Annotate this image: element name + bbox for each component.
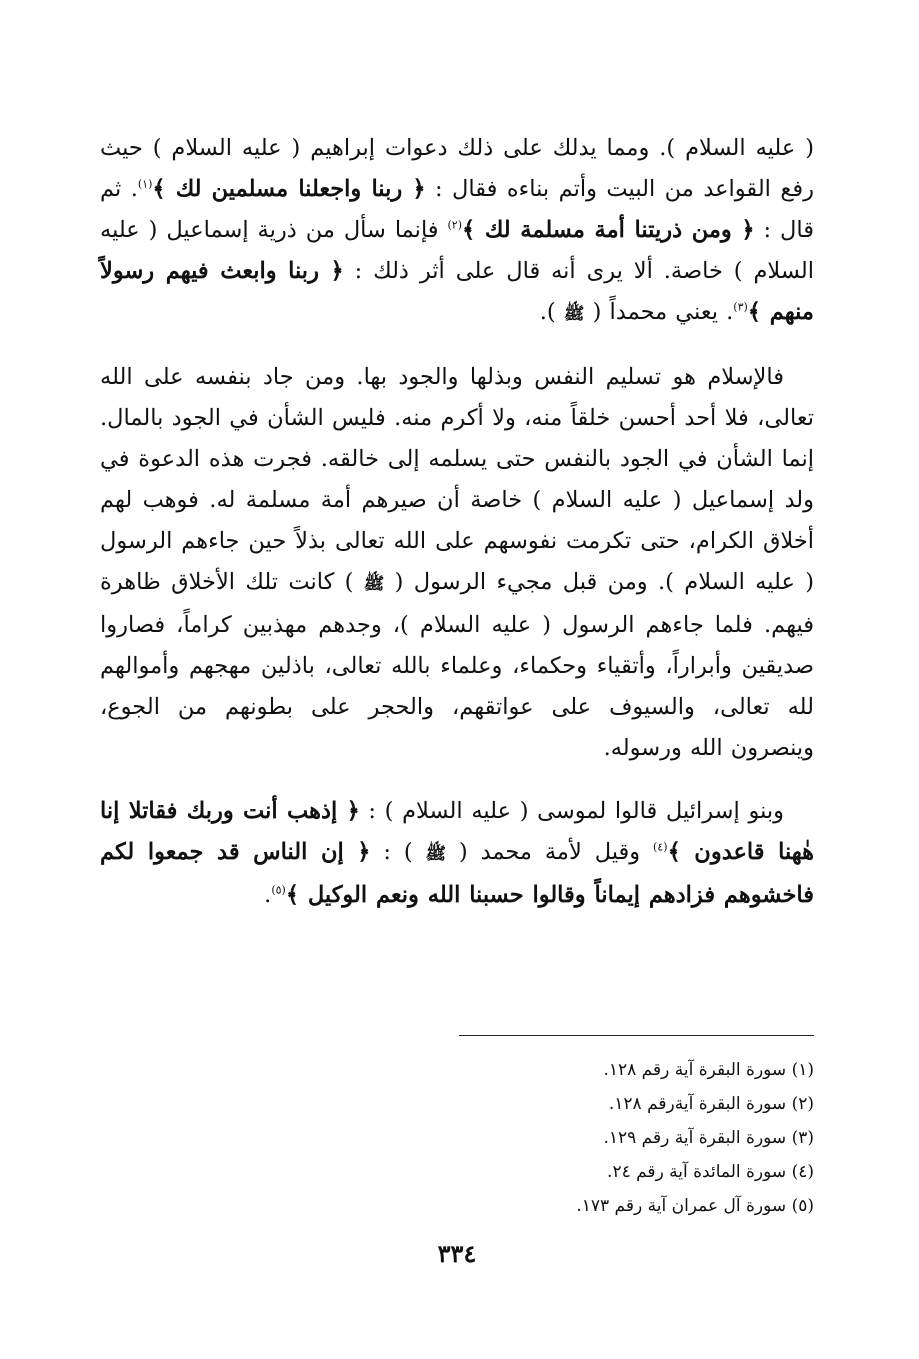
footnote-ref: (١) bbox=[137, 177, 153, 191]
footnote-3: (٣) سورة البقرة آية رقم ١٢٩. bbox=[603, 1128, 814, 1148]
footnote-4: (٤) سورة المائدة آية رقم ٢٤. bbox=[607, 1162, 814, 1182]
footnote-5: (٥) سورة آل عمران آية رقم ١٧٣. bbox=[576, 1196, 814, 1216]
paragraph-text: . bbox=[264, 882, 272, 908]
page-number: ٣٣٤ bbox=[437, 1239, 477, 1268]
paragraph-text: . ثم قال : bbox=[100, 176, 814, 243]
paragraph-text: فإنما سأل من ذرية إسماعيل ( عليه السلام ) خاصة. ألا يرى أنه قال على أثر ذلك : bbox=[100, 217, 814, 284]
footnote-1: (١) سورة البقرة آية رقم ١٢٨. bbox=[603, 1060, 814, 1080]
salawat-ligature: ﷺ bbox=[425, 844, 447, 864]
footnote-separator bbox=[459, 1035, 814, 1036]
salawat-ligature: ﷺ bbox=[363, 574, 385, 594]
quran-quote: ﴿ ربنا واجعلنا مسلمين لك ﴾ bbox=[152, 176, 426, 202]
paragraph-3 bbox=[100, 791, 814, 916]
quran-quote: ﴿ إن الناس قد جمعوا لكم فاخشوهم فزادهم إيماناً وقالوا حسبنا الله ونعم الوكيل ﴾ bbox=[100, 839, 814, 908]
paragraph-1 bbox=[100, 128, 814, 335]
paragraph-text: ) كانت تلك الأخلاق ظاهرة فيهم. فلما جاءهم الرسول ( عليه السلام )، وجدهم مهذبين كراماً، فصاروا صديقين وأبراراً، وأتقياء وحكماء، وعلماء بالله تعالى، باذلين مهجهم وأموالهم لله تعالى، والسيوف على عواتقهم، والحجر على بطونهم من الجوع، وينصرون الله ورسوله. bbox=[100, 569, 814, 761]
paragraph-text: وبنو إسرائيل قالوا لموسى ( عليه السلام ) : bbox=[359, 798, 784, 824]
paragraph-text: ). bbox=[539, 299, 564, 325]
quran-quote: ﴿ ربنا وابعث فيهم رسولاً منهم ﴾ bbox=[100, 258, 814, 325]
footnotes-list bbox=[100, 1053, 814, 1223]
footnote-2: (٢) سورة البقرة آيةرقم ١٢٨. bbox=[608, 1094, 814, 1114]
quran-quote: ﴿ ومن ذريتنا أمة مسلمة لك ﴾ bbox=[462, 217, 755, 243]
paragraph-2 bbox=[100, 357, 814, 769]
footnote-ref: (٢) bbox=[447, 218, 463, 232]
page-content bbox=[100, 128, 814, 1328]
paragraph-text: وقيل لأمة محمد ( bbox=[446, 839, 654, 865]
salawat-ligature: ﷺ bbox=[563, 304, 585, 324]
footnote-ref: (٣) bbox=[733, 300, 748, 314]
footnote-ref: (٥) bbox=[271, 883, 286, 897]
quran-quote: ﴿ إذهب أنت وربك فقاتلا إنا هٰهنا قاعدون ﴾ bbox=[100, 798, 814, 865]
paragraph-text: ( عليه السلام ). ومما يدلك على ذلك دعوات إبراهيم ( عليه السلام ) حيث رفع القواعد من البيت وأتم بناءه فقال : bbox=[100, 135, 814, 202]
paragraph-text: فالإسلام هو تسليم النفس وبذلها والجود بها. ومن جاد بنفسه على الله تعالى، فلا أحد أحسن خلقاً منه، ولا أكرم منه. فليس الشأن في الجود بالمال. إنما الشأن في الجود بالنفس حتى يسلمه إلى خالقه. فجرت هذه الدعوة في ولد إسماعيل ( عليه السلام ) خاصة أن صيرهم أمة مسلمة له. فوهب لهم أخلاق الكرام، حتى تكرمت نفوسهم على الله تعالى بذلاً حين جاءهم الرسول ( عليه السلام ). ومن قبل مجيء الرسول ( bbox=[100, 364, 814, 595]
paragraph-text: . يعني محمداً ( bbox=[584, 299, 734, 325]
paragraph-text: ) : bbox=[370, 839, 426, 865]
footnote-ref: (٤) bbox=[653, 840, 668, 854]
